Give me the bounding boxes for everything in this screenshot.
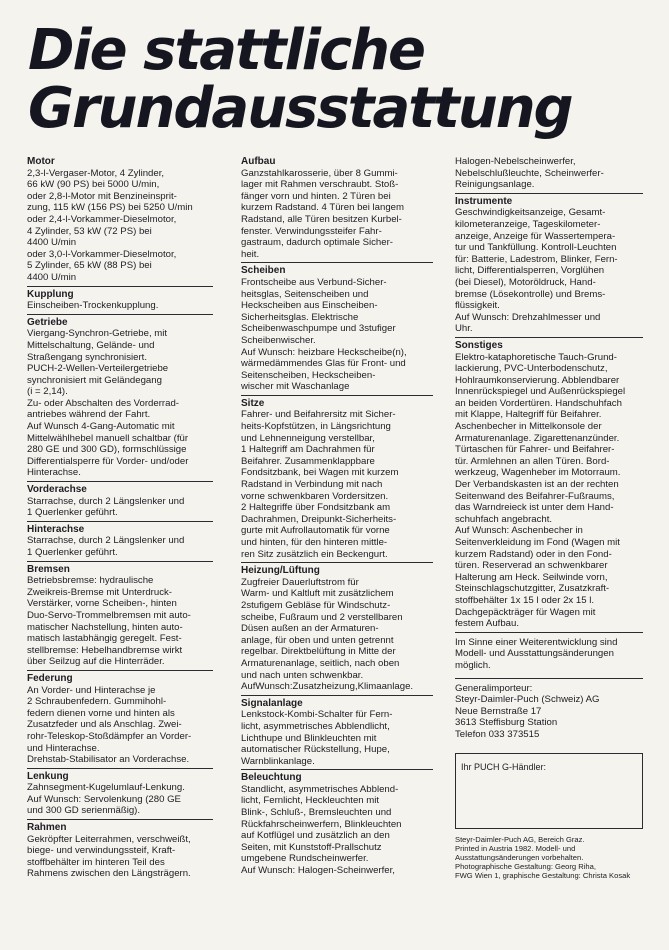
change-note — [455, 637, 643, 679]
section-heading-kupplung: Kupplung — [27, 288, 74, 300]
spec-column-1 — [27, 156, 213, 884]
section-text-vorderachse: Starrachse, durch 2 Längslenker und 1 Querlenker geführt. — [27, 495, 185, 519]
page-title — [28, 18, 572, 141]
section-text-motor: 2,3-l-Vergaser-Motor, 4 Zylinder, 66 kW (90 PS) bei 5000 U/min, oder 2,8-l-Motor mit Benzineinsprit- zung, 115 kW (156 PS) bei 5250 U/min oder 2,4-l-Vorkammer-Dieselmotor, 4 Zylinder, 53 kW (72 PS) bei 4400 U/min oder 3,0-l-Vorkammer-Dieselmotor, 5 Zylinder, 65 kW (88 PS) bei 4400 U/min — [27, 167, 193, 283]
importer-address: Generalimporteur: Steyr-Daimler-Puch (Schweiz) AG Neue Bernstraße 17 3613 Steffisburg Station Telefon 033 373515 — [455, 682, 600, 740]
section-heading-motor: Motor — [27, 156, 55, 167]
section-sonstiges — [455, 340, 643, 633]
section-heading-instrumente: Instrumente — [455, 195, 513, 207]
section-text-bremsen: Betriebsbremse: hydraulische Zweikreis-Bremse mit Unterdruck- Verstärker, vorne Scheiben-, hinten Duo-Servo-Trommelbremsen mit auto- matischer Nachstellung, hinten auto- matisch lastabhängig geregelt. Fest- stellbremse: Hebelhandbremse wirkt über Seilzug auf die Hinterräder. — [27, 575, 191, 668]
section-heading-heizung-lueftung: Heizung/Lüftung — [241, 565, 320, 577]
section-heading-getriebe: Getriebe — [27, 316, 68, 328]
lighting-continuation — [455, 156, 643, 194]
section-heading-bremsen: Bremsen — [27, 563, 70, 575]
section-aufbau — [241, 156, 433, 263]
section-instrumente — [455, 196, 643, 338]
section-heading-lenkung: Lenkung — [27, 770, 69, 782]
section-motor — [27, 156, 213, 287]
section-heading-aufbau: Aufbau — [241, 156, 276, 167]
section-text-heizung-lueftung: Zugfreier Dauerluftstrom für Warm- und Kaltluft mit zusätzlichem 2stufigem Gebläse für Windschutz- scheibe, Fußraum und 2 verstellbaren Düsen außen an der Armaturen- anlage, für oben und unten getrennt regelbar. Direktbelüftung in Mitte der Armaturenanlage, seitlich, nach oben und nach unten schwenkbar. AufWunsch:Zusatzheizung,Klimaanlage. — [241, 576, 414, 693]
section-heading-vorderachse: Vorderachse — [27, 484, 87, 496]
section-lenkung — [27, 771, 213, 820]
credits — [455, 835, 643, 881]
section-heizung-lueftung — [241, 565, 433, 696]
section-heading-hinterachse: Hinterachse — [27, 523, 85, 535]
section-hinterachse — [27, 524, 213, 562]
section-text-sitze: Fahrer- und Beifahrersitz mit Sicher- heits-Kopfstützen, in Längsrichtung und Lehnenneigung verstellbar, 1 Haltegriff am Dachrahmen für Beifahrer. Zusammenklappbare Fondsitzbank, bei Wagen mit kurzem Radstand in Verbindung mit nach vorne schwenkbaren Vordersitzen. 2 Haltegriffe über Fondsitzbank am Dachrahmen, Dreipunkt-Sicherheits- gurte mit Aufrollautomatik für vorne und hinten, für den hinteren mittle- ren Sitz zusätzlich ein Beckengurt. — [241, 409, 399, 560]
section-heading-beleuchtung: Beleuchtung — [241, 772, 302, 784]
section-bremsen — [27, 564, 213, 671]
section-federung — [27, 673, 213, 769]
section-text-scheiben: Frontscheibe aus Verbund-Sicher- heitsglas, Seitenscheiben und Heckscheiben aus Einscheiben- Sicherheitsglas. Elektrische Scheibenwaschpumpe und 3stufiger Scheibenwischer. Auf Wunsch: heizbare Heckscheibe(n), wärmedämmendes Glas für Front- und Seitenscheiben, Heckscheiben- wischer mit Waschanlage — [241, 276, 407, 393]
section-heading-signalanlage: Signalanlage — [241, 697, 303, 709]
credits-text: Steyr-Daimler-Puch AG, Bereich Graz. Printed in Austria 1982. Modell- und Ausstattungsänderungen vorbehalten. Photographische Gestaltung: Georg Riha, FWG Wien 1, graphische Gestaltung: Christa Kosak — [455, 834, 631, 881]
section-text-rahmen: Gekröpfter Leiterrahmen, verschweißt, biege- und verwindungssteif, Kraft- stoffbehälter im hinteren Teil des Rahmens zwischen den Längsträgern. — [27, 833, 191, 880]
section-getriebe — [27, 317, 213, 482]
section-kupplung — [27, 289, 213, 315]
spec-column-2 — [241, 156, 433, 881]
section-heading-federung: Federung — [27, 672, 73, 684]
section-text-sonstiges: Elektro-kataphoretische Tauch-Grund- lackierung, PVC-Unterbodenschutz, Hohlraumkonservierung. Abblendbarer Innenrückspiegel und Außenrückspiegel an beiden Vordertüren. Handschuhfach mit Klappe, Haltegriff für Beifahrer. Aschenbecher in Mittelkonsole der Armaturenanlage. Zigarettenanzünder. Türtaschen für Fahrer- und Beifahrer- tür. Armlehnen an allen Türen. Bord- werkzeug, Wagenheber im Motorraum. Der Verbandskasten ist an der rechten Seitenwand des Beifahrer-Fußraums, das Warndreieck ist unter dem Hand- schuhfach angebracht. Auf Wunsch: Aschenbecher in Seitenverkleidung im Fond (Wagen mit kurzem Radstand) oder in den Fond- türen. Reserverad an schwenkbarer Halterung am Heck. Seilwinde vorn, Steinschlagschutzgitter, Zusatzkraft- stoffbehälter 1x 15 l oder 2x 15 l. Dachgepäckträger für Wagen mit festem Aufbau. — [455, 351, 626, 630]
section-text-aufbau: Ganzstahlkarosserie, über 8 Gummi- lager mit Rahmen verschraubt. Stoß- fänger vorn und hinten. 2 Türen bei kurzem Radstand. 4 Türen bei langem Radstand, alle Türen besitzen Kurbel- fenster. Verwindungssteifer Fahr- gastraum, dadurch optimale Sicher- heit. — [241, 167, 405, 260]
title-line-1: Die stattliche — [28, 18, 425, 83]
dealer-label: Ihr PUCH G-Händler: — [461, 761, 547, 772]
section-text-signalanlage: Lenkstock-Kombi-Schalter für Fern- licht, asymmetrisches Abblendlicht, Lichthupe und Blinkleuchten mit automatischer Rückstellung, Hupe, Warnblinkanlage. — [241, 709, 393, 767]
title-line-2: Grundausstattung — [28, 76, 572, 141]
section-vorderachse — [27, 484, 213, 522]
section-text-hinterachse: Starrachse, durch 2 Längslenker und 1 Querlenker geführt. — [27, 535, 185, 558]
lighting-continuation-text: Halogen-Nebelscheinwerfer, Nebelschlußleuchte, Scheinwerfer- Reinigungsanlage. — [455, 156, 604, 191]
section-signalanlage — [241, 698, 433, 771]
section-rahmen — [27, 822, 213, 882]
section-text-instrumente: Geschwindigkeitsanzeige, Gesamt- kilometeranzeige, Tageskilometer- anzeige, Anzeige für Wassertempera- tur und Tankfüllung. Kontroll-Leuchten für: Batterie, Ladestrom, Blinker, Fern- licht, Differentialsperren, Vorglühen (bei Diesel), Motoröldruck, Hand- bremse (Lösekontrolle) und Brems- flüssigkeit. Auf Wunsch: Drehzahlmesser und Uhr. — [455, 207, 618, 335]
section-heading-rahmen: Rahmen — [27, 822, 67, 834]
spec-column-3 — [455, 156, 643, 881]
section-scheiben — [241, 265, 433, 396]
section-text-federung: An Vorder- und Hinterachse je 2 Schraubenfedern. Gummihohl- federn dienen vorne und hinten als Zusatzfeder und als Anschlag. Zwei- rohr-Teleskop-Stoßdämpfer an Vorder- und Hinterachse. Drehstab-Stabilisator an Vorderachse. — [27, 684, 192, 766]
section-text-getriebe: Viergang-Synchron-Getriebe, mit Mittelschaltung, Gelände- und Straßengang synchronisiert. PUCH-2-Wellen-Verteilergetriebe synchronisiert mit Geländegang (i = 2,14). Zu- oder Abschalten des Vorderrad- antriebes während der Fahrt. Auf Wunsch 4-Gang-Automatic mit Mittelwählhebel manuell schaltbar (für 280 GE und 300 GD), formschlüssige Differentialsperre für Vorder- und/oder Hinterachse. — [27, 328, 189, 479]
section-heading-sonstiges: Sonstiges — [455, 339, 503, 351]
section-beleuchtung — [241, 772, 433, 878]
section-heading-sitze: Sitze — [241, 397, 265, 409]
section-text-kupplung: Einscheiben-Trockenkupplung. — [27, 300, 159, 312]
section-heading-scheiben: Scheiben — [241, 265, 286, 277]
change-note-text: Im Sinne einer Weiterentwicklung sind Modell- und Ausstattungsänderungen möglich. — [455, 636, 618, 671]
importer-block — [455, 683, 643, 747]
section-text-lenkung: Zahnsegment-Kugelumlauf-Lenkung. Auf Wunsch: Servolenkung (280 GE und 300 GD serienmäßig). — [27, 782, 185, 817]
dealer-stamp-box — [455, 753, 643, 829]
section-text-beleuchtung: Standlicht, asymmetrisches Abblend- licht, Fernlicht, Heckleuchten mit Blink-, Schluß-, Bremsleuchten und Rückfahrscheinwerfern, Blinkleuchten auf Kotflügel und zusätzlich an den Seiten, mit Kunststoff-Prallschutz umgebene Rundscheinwerfer. Auf Wunsch: Halogen-Scheinwerfer, — [241, 783, 402, 877]
section-sitze — [241, 398, 433, 563]
